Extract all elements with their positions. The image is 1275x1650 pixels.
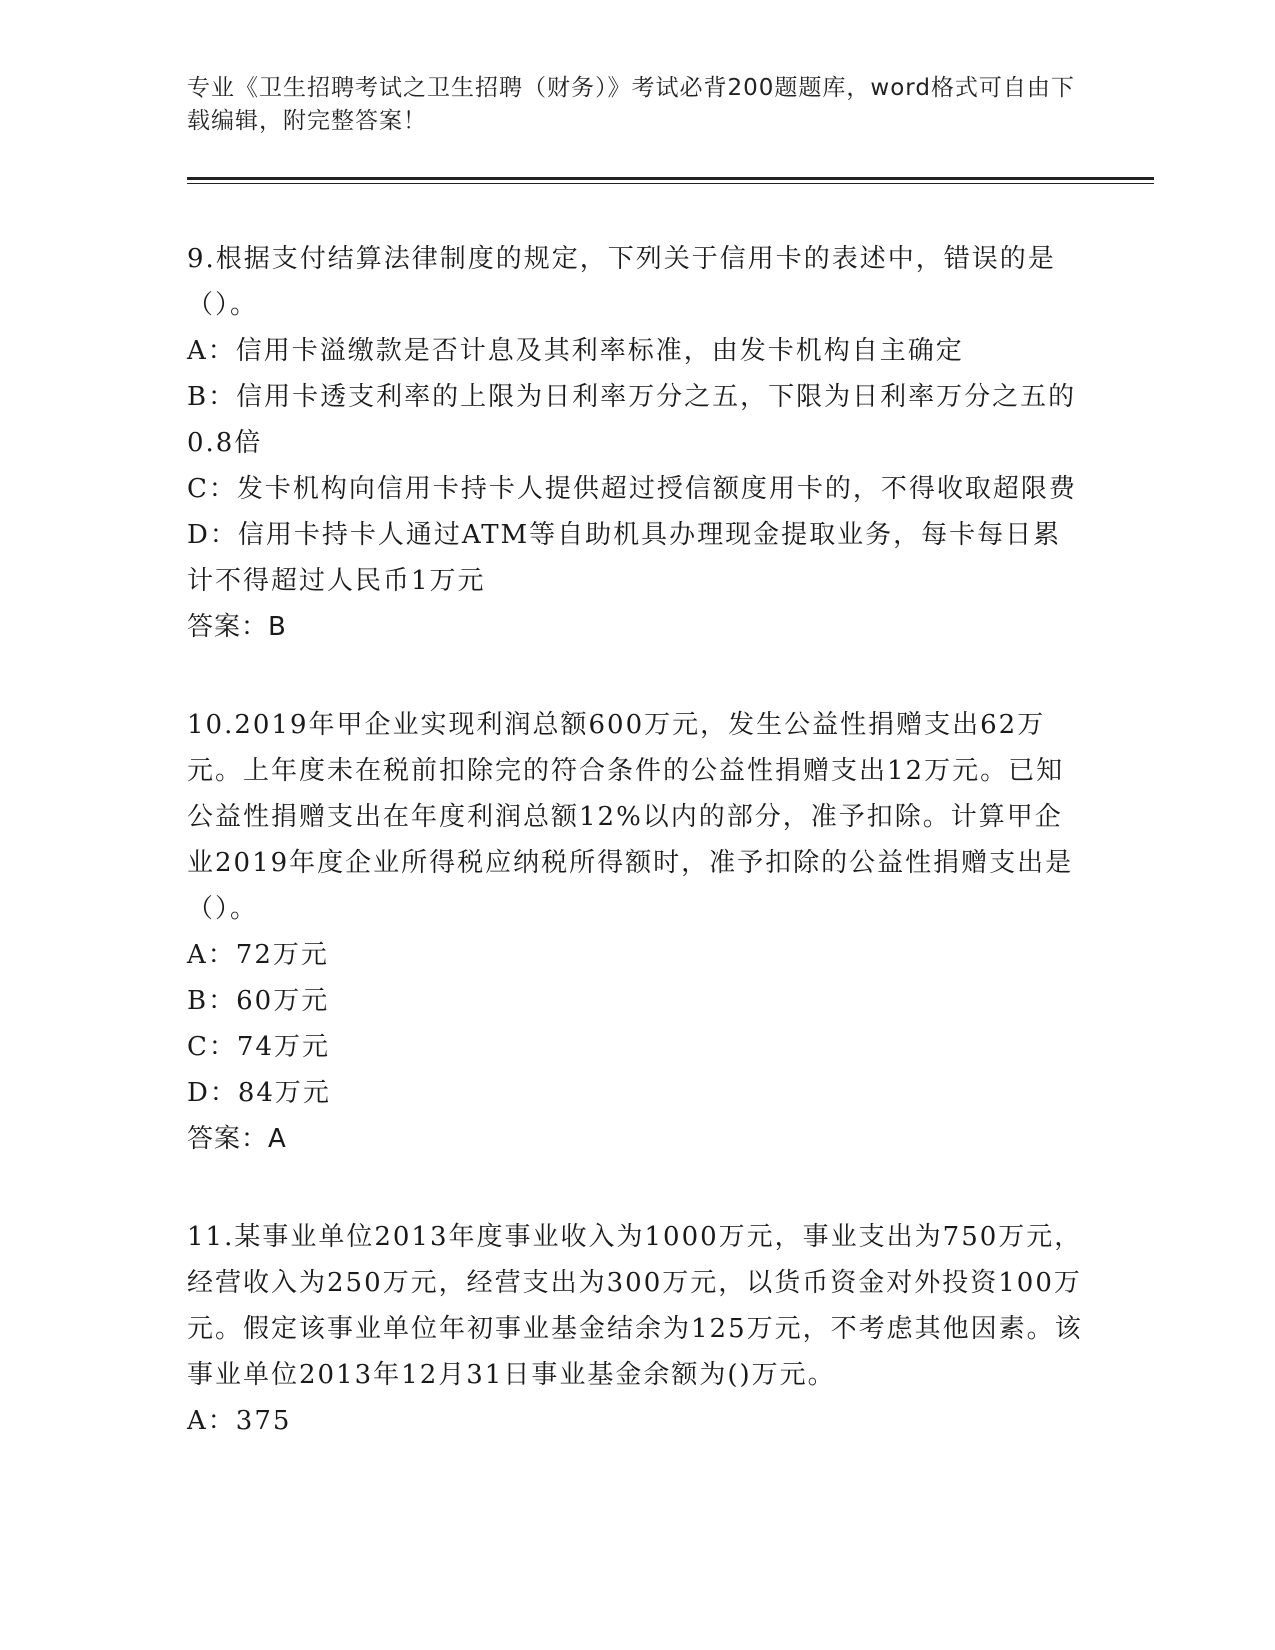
question-9 [187,236,1087,650]
question-text: 9.根据支付结算法律制度的规定，下列关于信用卡的表述中，错误的是（）。 [187,244,1056,320]
question-list [187,236,1087,1496]
option-d: D：信用卡持卡人通过ATM等自助机具办理现金提取业务，每卡每日累计不得超过人民币1万元 [187,520,1062,596]
header-divider-thick [187,177,1154,180]
option-c: C：发卡机构向信用卡持卡人提供超过授信额度用卡的，不得收取超限费 [187,474,1077,504]
option-a: A：72万元 [187,940,329,970]
option-c: C：74万元 [187,1032,330,1062]
option-b: B：60万元 [187,986,330,1016]
question-11 [187,1214,1087,1444]
option-b: B：信用卡透支利率的上限为日利率万分之五，下限为日利率万分之五的0.8倍 [187,382,1077,458]
option-a: A：375 [187,1406,292,1436]
option-d: D：84万元 [187,1078,331,1108]
answer: 答案：B [187,612,287,642]
question-10 [187,702,1087,1162]
document-header: 专业《卫生招聘考试之卫生招聘（财务）》考试必背200题题库，word格式可自由下载编辑，附完整答案！ [187,75,1075,134]
answer: 答案：A [187,1124,287,1154]
option-a: A：信用卡溢缴款是否计息及其利率标准，由发卡机构自主确定 [187,336,964,366]
question-text: 11.某事业单位2013年度事业收入为1000万元，事业支出为750万元，经营收入为250万元，经营支出为300万元，以货币资金对外投资100万元。假定该事业单位年初事业基金结余为125万元，不考虑其他因素。该事业单位2013年12月31日事业基金余额为()万元。 [187,1222,1083,1390]
header-divider-thin [187,183,1154,184]
question-text: 10.2019年甲企业实现利润总额600万元，发生公益性捐赠支出62万元。上年度未在税前扣除完的符合条件的公益性捐赠支出12万元。已知公益性捐赠支出在年度利润总额12%以内的部分，准予扣除。计算甲企业2019年度企业所得税应纳税所得额时，准予扣除的公益性捐赠支出是（）。 [187,710,1074,924]
